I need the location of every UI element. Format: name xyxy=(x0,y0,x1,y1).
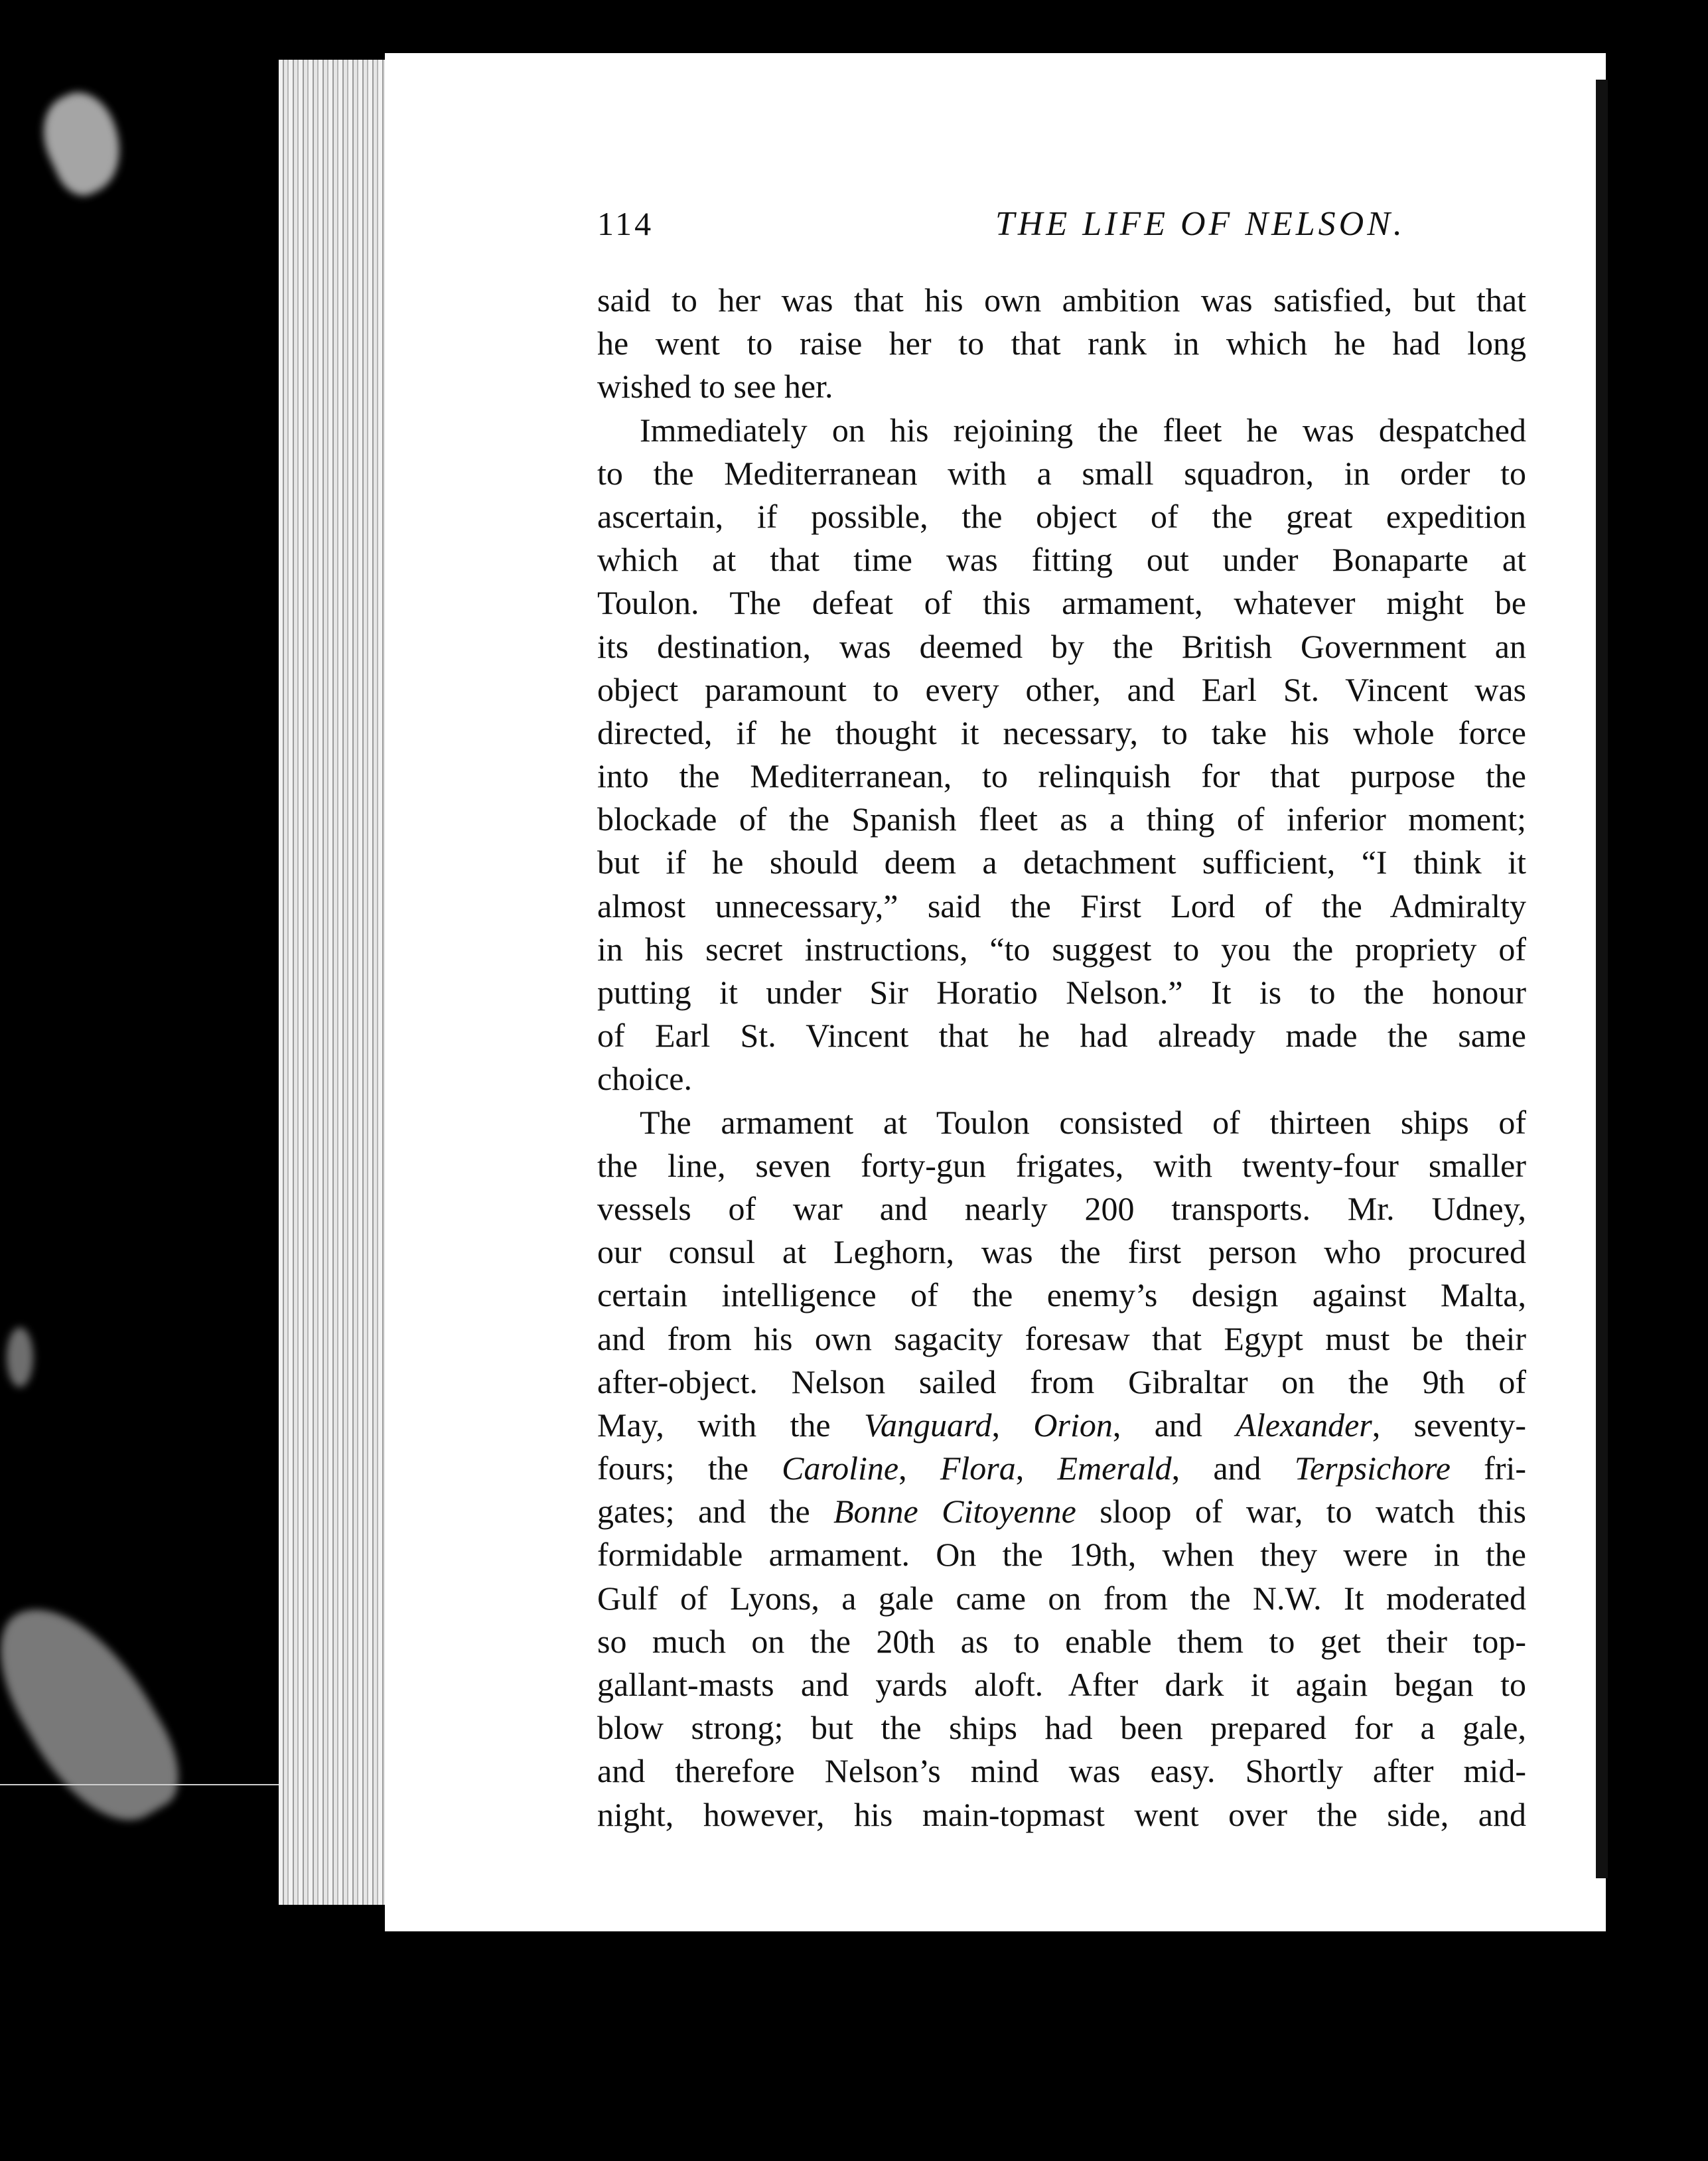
scanner-debris xyxy=(0,1579,198,1846)
text-line: of Earl St. Vincent that he had already made the same xyxy=(597,1017,1526,1055)
text-line: Gulf of Lyons, a gale came on from the N.W. It moderated xyxy=(597,1579,1526,1617)
text-line: The armament at Toulon consisted of thirteen ships of xyxy=(640,1103,1526,1141)
text-line: our consul at Leghorn, was the first person who procured xyxy=(597,1233,1526,1271)
text-line: night, however, his main-topmast went over the side, and xyxy=(597,1795,1526,1833)
text-line: and therefore Nelson’s mind was easy. Shortly after mid- xyxy=(597,1752,1526,1790)
text-line: the line, seven forty-gun frigates, with twenty-four smaller xyxy=(597,1146,1526,1184)
scanner-debris xyxy=(29,82,137,203)
text-line: gates; and the Bonne Citoyenne sloop of war, to watch this xyxy=(597,1493,1526,1530)
running-head xyxy=(597,204,1685,264)
text-line: to the Mediterranean with a small squadron, in order to xyxy=(597,454,1526,492)
text-line: said to her was that his own ambition was satisfied, but that xyxy=(597,281,1526,319)
text-line: he went to raise her to that rank in which he had long xyxy=(597,325,1526,362)
page-edges xyxy=(279,60,391,1905)
text-line: almost unnecessary,” said the First Lord of the Admiralty xyxy=(597,887,1526,925)
text-line: so much on the 20th as to enable them to get their top- xyxy=(597,1622,1526,1660)
text-line: which at that time was fitting out under Bonaparte at xyxy=(597,541,1526,579)
text-line: choice. xyxy=(597,1060,692,1098)
text-line: Toulon. The defeat of this armament, whatever might be xyxy=(597,584,1526,622)
body-text xyxy=(597,279,1526,1836)
scan-artifact-line xyxy=(0,1784,292,1785)
text-line: directed, if he thought it necessary, to take his whole force xyxy=(597,713,1526,751)
text-line: Immediately on his rejoining the fleet he was despatched xyxy=(640,411,1526,449)
spine-shadow xyxy=(1596,80,1608,1878)
text-line: and from his own sagacity foresaw that Egypt must be their xyxy=(597,1319,1526,1357)
text-line: after-object. Nelson sailed from Gibraltar on the 9th of xyxy=(597,1363,1526,1400)
text-line: May, with the Vanguard, Orion, and Alexander, seventy- xyxy=(597,1406,1526,1444)
text-line: certain intelligence of the enemy’s design against Malta, xyxy=(597,1276,1526,1314)
text-line: its destination, was deemed by the British Government an xyxy=(597,627,1526,665)
text-line: into the Mediterranean, to relinquish for that purpose the xyxy=(597,757,1526,795)
running-title: THE LIFE OF NELSON. xyxy=(995,205,1405,243)
text-line: in his secret instructions, “to suggest to you the propriety of xyxy=(597,930,1526,968)
text-line: vessels of war and nearly 200 transports. Mr. Udney, xyxy=(597,1189,1526,1227)
book-page xyxy=(385,53,1606,1931)
text-line: blow strong; but the ships had been prepared for a gale, xyxy=(597,1709,1526,1747)
text-line: formidable armament. On the 19th, when they were in the xyxy=(597,1536,1526,1574)
text-line: gallant-masts and yards aloft. After dark it again began to xyxy=(597,1666,1526,1703)
scanner-debris xyxy=(7,1327,33,1387)
text-line: but if he should deem a detachment sufficient, “I think it xyxy=(597,844,1526,881)
text-line: blockade of the Spanish fleet as a thing of inferior moment; xyxy=(597,800,1526,838)
text-line: ascertain, if possible, the object of the great expedition xyxy=(597,497,1526,535)
text-line: object paramount to every other, and Earl St. Vincent was xyxy=(597,670,1526,708)
page-number: 114 xyxy=(597,205,654,242)
text-line: putting it under Sir Horatio Nelson.” It is to the honour xyxy=(597,974,1526,1011)
text-line: wished to see her. xyxy=(597,368,833,406)
text-line: fours; the Caroline, Flora, Emerald, and Terpsichore fri- xyxy=(597,1450,1527,1487)
